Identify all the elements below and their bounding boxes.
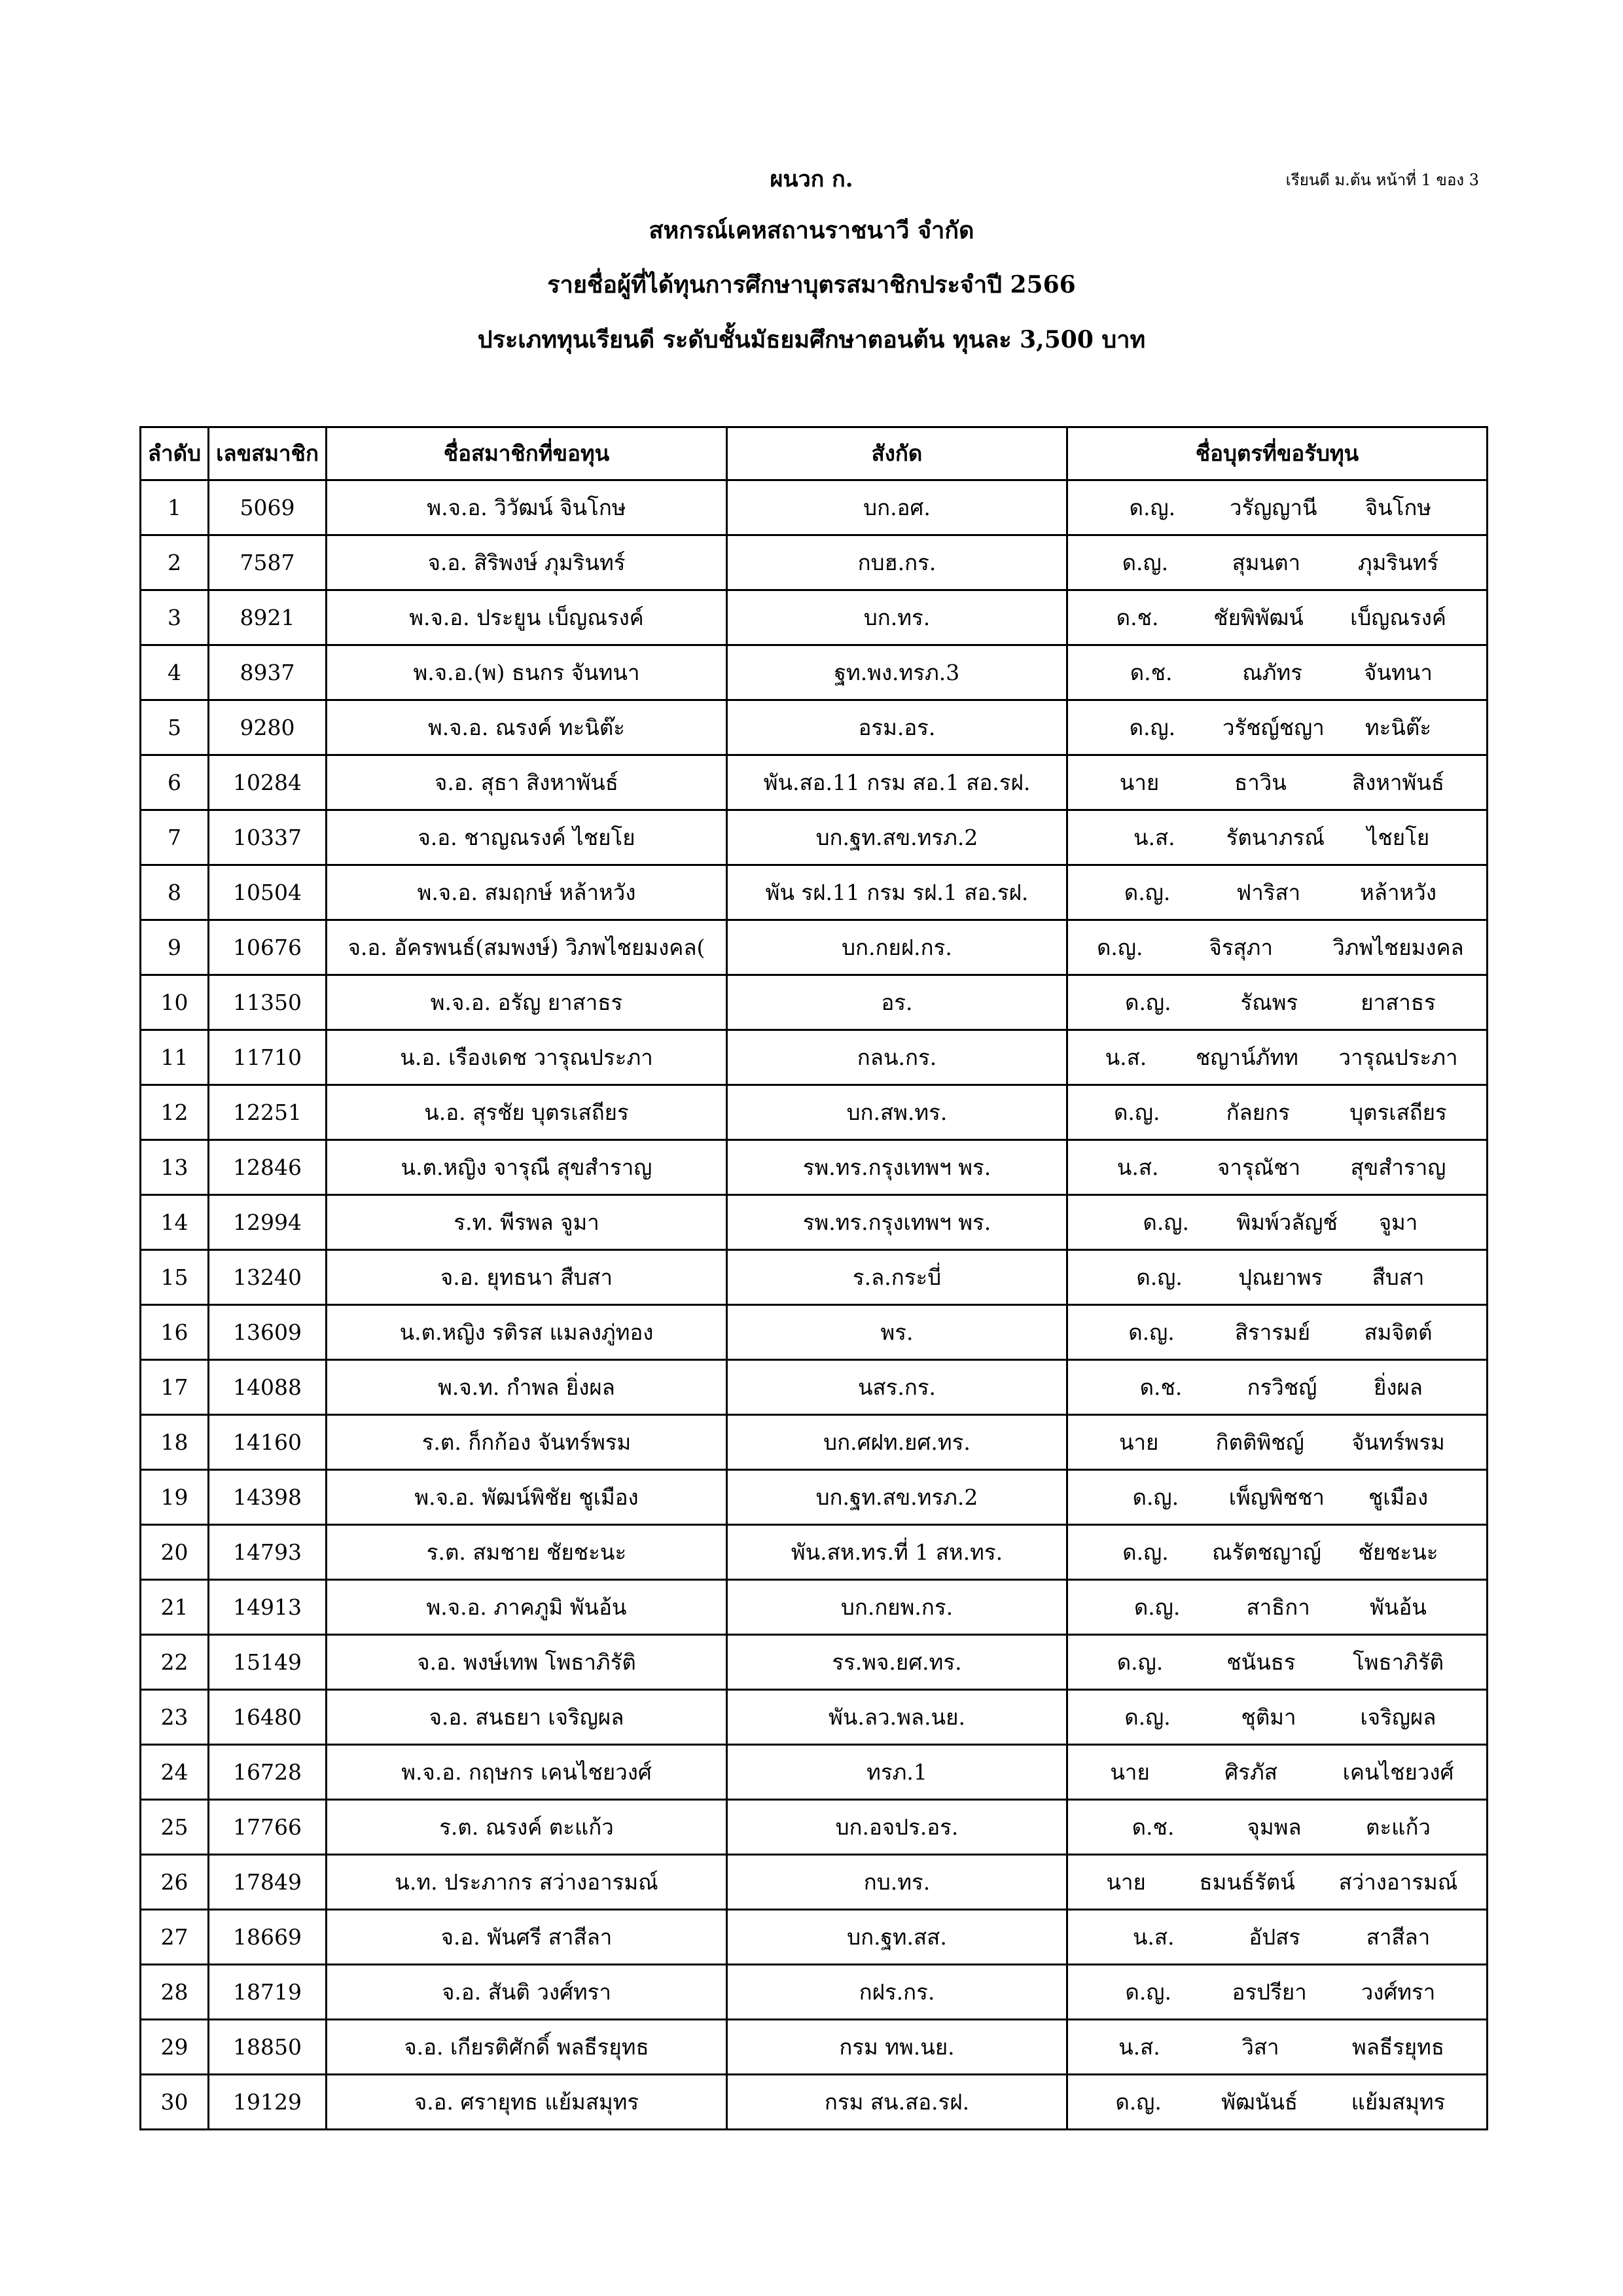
table-row xyxy=(141,535,1488,590)
table-row xyxy=(141,1470,1488,1525)
unit-name: บก.ฐท.สข.ทรภ.2 xyxy=(727,1470,1067,1525)
child-name xyxy=(1067,700,1488,755)
member-id: 10284 xyxy=(209,755,327,810)
child-first-name: วรัญญานี xyxy=(1230,494,1317,520)
page-info: เรียนดี ม.ต้น หน้าที่ 1 ของ 3 xyxy=(1285,171,1479,189)
child-name xyxy=(1067,1470,1488,1525)
member-id: 17766 xyxy=(209,1800,327,1855)
child-last-name: เคนไชยวงศ์ xyxy=(1342,1759,1454,1785)
child-last-name: เจริญผล xyxy=(1360,1704,1436,1730)
row-number: 1 xyxy=(141,480,209,535)
child-first-name: พัฒนันธ์ xyxy=(1221,2089,1298,2115)
child-prefix: ด.ญ. xyxy=(1096,934,1143,960)
table-row xyxy=(141,1525,1488,1580)
child-name xyxy=(1067,590,1488,645)
member-id: 13609 xyxy=(209,1305,327,1360)
child-last-name: วารุณประภา xyxy=(1338,1044,1458,1070)
row-number: 10 xyxy=(141,975,209,1030)
child-last-name: สาสีลา xyxy=(1366,1924,1431,1950)
child-last-name: สมจิตต์ xyxy=(1364,1319,1433,1345)
row-number: 9 xyxy=(141,920,209,975)
child-last-name: โพธาภิรัติ xyxy=(1352,1649,1444,1675)
member-id: 18850 xyxy=(209,2020,327,2075)
member-id: 12994 xyxy=(209,1195,327,1250)
member-id: 12846 xyxy=(209,1140,327,1195)
member-id: 5069 xyxy=(209,480,327,535)
child-name xyxy=(1067,1305,1488,1360)
child-first-name: กรวิชญ์ xyxy=(1247,1374,1317,1400)
unit-name: บก.กยฝ.กร. xyxy=(727,920,1067,975)
row-number: 4 xyxy=(141,645,209,700)
member-id: 10676 xyxy=(209,920,327,975)
child-first-name: พิมพ์วลัญช์ xyxy=(1236,1209,1338,1235)
child-last-name: ยิ่งผล xyxy=(1373,1374,1423,1400)
member-name: จ.อ. พงษ์เทพ โพธาภิรัติ xyxy=(327,1635,727,1690)
row-number: 23 xyxy=(141,1690,209,1745)
member-name: พ.จ.อ. ประยูน เบ็ญณรงค์ xyxy=(327,590,727,645)
child-name xyxy=(1067,755,1488,810)
child-prefix: น.ส. xyxy=(1116,1154,1159,1180)
child-last-name: สืบสา xyxy=(1372,1264,1425,1290)
member-name: จ.อ. ศรายุทธ แย้มสมุทร xyxy=(327,2075,727,2130)
child-name xyxy=(1067,1195,1488,1250)
child-last-name: จันทนา xyxy=(1364,659,1433,685)
child-last-name: จูมา xyxy=(1378,1209,1418,1235)
child-prefix: ด.ญ. xyxy=(1125,1979,1171,2005)
member-name: จ.อ. สนธยา เจริญผล xyxy=(327,1690,727,1745)
child-last-name: ภุมรินทร์ xyxy=(1357,549,1439,575)
unit-name: บก.อศ. xyxy=(727,480,1067,535)
member-name: น.อ. เรืองเดช วารุณประภา xyxy=(327,1030,727,1085)
row-number: 24 xyxy=(141,1745,209,1800)
child-first-name: จิรสุภา xyxy=(1209,934,1273,960)
col-header-member-name: ชื่อสมาชิกที่ขอทุน xyxy=(327,427,727,480)
unit-name: อรม.อร. xyxy=(727,700,1067,755)
child-prefix: น.ส. xyxy=(1105,1044,1147,1070)
child-first-name: รัตนาภรณ์ xyxy=(1226,824,1325,850)
member-id: 10337 xyxy=(209,810,327,865)
child-name xyxy=(1067,1085,1488,1140)
child-first-name: รัณพร xyxy=(1240,989,1298,1015)
child-first-name: อัปสร xyxy=(1249,1924,1301,1950)
child-prefix: นาย xyxy=(1119,769,1160,795)
child-last-name: เบ็ญณรงค์ xyxy=(1350,604,1446,630)
member-name: พ.จ.อ. วิวัฒน์ จินโกษ xyxy=(327,480,727,535)
row-number: 3 xyxy=(141,590,209,645)
table-row xyxy=(141,1910,1488,1965)
child-first-name: ชญาน์ภัทท xyxy=(1196,1044,1298,1070)
table-row xyxy=(141,1305,1488,1360)
table-row xyxy=(141,645,1488,700)
child-last-name: สุขสำราญ xyxy=(1350,1154,1446,1180)
row-number: 22 xyxy=(141,1635,209,1690)
child-first-name: ณรัตชญาญ์ xyxy=(1211,1539,1321,1565)
unit-name: อร. xyxy=(727,975,1067,1030)
member-id: 17849 xyxy=(209,1855,327,1910)
child-name xyxy=(1067,2075,1488,2130)
row-number: 14 xyxy=(141,1195,209,1250)
child-last-name: บุตรเสถียร xyxy=(1349,1099,1447,1125)
child-first-name: จารุณัชา xyxy=(1217,1154,1301,1180)
table-row xyxy=(141,865,1488,920)
child-first-name: เพ็ญพิชชา xyxy=(1228,1484,1325,1510)
member-name: น.อ. สุรชัย บุตรเสถียร xyxy=(327,1085,727,1140)
member-id: 12251 xyxy=(209,1085,327,1140)
table-row xyxy=(141,1140,1488,1195)
child-prefix: ด.ญ. xyxy=(1124,1704,1171,1730)
unit-name: รร.พจ.ยศ.ทร. xyxy=(727,1635,1067,1690)
row-number: 26 xyxy=(141,1855,209,1910)
child-last-name: ชูเมือง xyxy=(1368,1484,1429,1510)
child-prefix: ด.ญ. xyxy=(1113,1099,1160,1125)
member-id: 16728 xyxy=(209,1745,327,1800)
unit-name: กบ.ทร. xyxy=(727,1855,1067,1910)
table-row xyxy=(141,1360,1488,1415)
member-id: 13240 xyxy=(209,1250,327,1305)
child-first-name: ศิรภัส xyxy=(1224,1759,1277,1785)
child-first-name: ณภัทร xyxy=(1242,659,1303,685)
table-row xyxy=(141,1690,1488,1745)
child-last-name: สว่างอารมณ์ xyxy=(1338,1869,1458,1895)
child-first-name: กัลยกร xyxy=(1226,1099,1290,1125)
child-name xyxy=(1067,1250,1488,1305)
document-title: รายชื่อผู้ที่ได้ทุนการศึกษาบุตรสมาชิกประจำปี 2566 xyxy=(547,271,1076,298)
table-row xyxy=(141,1965,1488,2020)
member-name: พ.จ.อ. สมฤกษ์ หล้าหวัง xyxy=(327,865,727,920)
child-prefix: ด.ญ. xyxy=(1115,2089,1162,2115)
child-first-name: ฟาริสา xyxy=(1236,879,1301,905)
table-row xyxy=(141,1250,1488,1305)
child-prefix: ด.ญ. xyxy=(1143,1209,1189,1235)
member-name: ร.ต. ณรงค์ ตะแก้ว xyxy=(327,1800,727,1855)
child-name xyxy=(1067,1855,1488,1910)
child-first-name: ธาวิน xyxy=(1234,769,1287,795)
table-row xyxy=(141,2075,1488,2130)
member-id: 8937 xyxy=(209,645,327,700)
member-id: 7587 xyxy=(209,535,327,590)
unit-name: กบฮ.กร. xyxy=(727,535,1067,590)
table-row xyxy=(141,920,1488,975)
member-name: จ.อ. พันศรี สาสีลา xyxy=(327,1910,727,1965)
child-last-name: หล้าหวัง xyxy=(1360,879,1436,905)
member-name: น.ท. ประภากร สว่างอารมณ์ xyxy=(327,1855,727,1910)
table-row xyxy=(141,1085,1488,1140)
table-row xyxy=(141,1415,1488,1470)
unit-name: พร. xyxy=(727,1305,1067,1360)
row-number: 8 xyxy=(141,865,209,920)
member-name: พ.จ.อ. กฤษกร เคนไชยวงศ์ xyxy=(327,1745,727,1800)
unit-name: พัน.สอ.11 กรม สอ.1 สอ.รฝ. xyxy=(727,755,1067,810)
child-prefix: ด.ญ. xyxy=(1122,549,1169,575)
child-last-name: พลธีรยุทธ xyxy=(1351,2034,1445,2060)
table-row xyxy=(141,590,1488,645)
unit-name: บก.ฐท.สส. xyxy=(727,1910,1067,1965)
unit-name: บก.สพ.ทร. xyxy=(727,1085,1067,1140)
member-name: จ.อ. สันติ วงศ์ทรา xyxy=(327,1965,727,2020)
unit-name: ร.ล.กระบี่ xyxy=(727,1250,1067,1305)
table-row xyxy=(141,1030,1488,1085)
child-name xyxy=(1067,1140,1488,1195)
child-prefix: ด.ญ. xyxy=(1129,494,1176,520)
child-name xyxy=(1067,1690,1488,1745)
unit-name: พัน รฝ.11 กรม รฝ.1 สอ.รฝ. xyxy=(727,865,1067,920)
member-name: พ.จ.อ.(พ) ธนกร จันทนา xyxy=(327,645,727,700)
member-name: จ.อ. ชาญณรงค์ ไชยโย xyxy=(327,810,727,865)
child-first-name: กิตติพิชญ์ xyxy=(1215,1429,1304,1455)
row-number: 7 xyxy=(141,810,209,865)
child-first-name: สุมนตา xyxy=(1232,549,1301,575)
child-name xyxy=(1067,645,1488,700)
member-id: 11710 xyxy=(209,1030,327,1085)
row-number: 6 xyxy=(141,755,209,810)
child-first-name: ธมนธ์รัตน์ xyxy=(1199,1869,1295,1895)
child-first-name: จุมพล xyxy=(1247,1814,1302,1840)
child-name xyxy=(1067,1965,1488,2020)
table-row xyxy=(141,755,1488,810)
table-body xyxy=(141,480,1488,2130)
child-prefix: ด.ญ. xyxy=(1133,1594,1181,1620)
row-number: 16 xyxy=(141,1305,209,1360)
row-number: 29 xyxy=(141,2020,209,2075)
member-id: 15149 xyxy=(209,1635,327,1690)
member-id: 8921 xyxy=(209,590,327,645)
child-name xyxy=(1067,535,1488,590)
child-prefix: น.ส. xyxy=(1118,2034,1160,2060)
unit-name: กลน.กร. xyxy=(727,1030,1067,1085)
table-row xyxy=(141,480,1488,535)
child-last-name: วิภพไชยมงคล xyxy=(1332,934,1464,960)
row-number: 15 xyxy=(141,1250,209,1305)
child-name xyxy=(1067,1800,1488,1855)
child-first-name: วรัชญ์ชญา xyxy=(1222,714,1325,740)
member-name: จ.อ. อัครพนธ์(สมพงษ์) วิภพไชยมงคล( xyxy=(327,920,727,975)
unit-name: บก.ทร. xyxy=(727,590,1067,645)
member-id: 16480 xyxy=(209,1690,327,1745)
unit-name: บก.ศฝท.ยศ.ทร. xyxy=(727,1415,1067,1470)
row-number: 19 xyxy=(141,1470,209,1525)
member-name: ร.ต. สมชาย ชัยชะนะ xyxy=(327,1525,727,1580)
col-header-unit: สังกัด xyxy=(727,427,1067,480)
document-subtitle: ประเภททุนเรียนดี ระดับชั้นมัธยมศึกษาตอนต้น ทุนละ 3,500 บาท xyxy=(477,326,1146,353)
child-name xyxy=(1067,1580,1488,1635)
row-number: 21 xyxy=(141,1580,209,1635)
table-row xyxy=(141,810,1488,865)
child-prefix: ด.ญ. xyxy=(1128,1319,1175,1345)
child-first-name: ชุติมา xyxy=(1241,1704,1296,1730)
child-last-name: แย้มสมุทร xyxy=(1351,2089,1446,2115)
child-name xyxy=(1067,1360,1488,1415)
member-id: 10504 xyxy=(209,865,327,920)
table-row xyxy=(141,1745,1488,1800)
col-header-child-name: ชื่อบุตรที่ขอรับทุน xyxy=(1067,427,1488,480)
row-number: 18 xyxy=(141,1415,209,1470)
child-first-name: ชนันธร xyxy=(1226,1649,1296,1675)
child-name xyxy=(1067,1635,1488,1690)
child-last-name: ไชยโย xyxy=(1366,824,1430,850)
child-prefix: นาย xyxy=(1118,1429,1159,1455)
child-name xyxy=(1067,975,1488,1030)
child-name xyxy=(1067,810,1488,865)
member-name: จ.อ. สุธา สิงหาพันธ์ xyxy=(327,755,727,810)
scholarship-table xyxy=(139,426,1488,2130)
child-prefix: น.ส. xyxy=(1133,824,1175,850)
unit-name: บก.อจปร.อร. xyxy=(727,1800,1067,1855)
child-prefix: ด.ญ. xyxy=(1129,714,1176,740)
unit-name: นสร.กร. xyxy=(727,1360,1067,1415)
member-name: พ.จ.อ. อรัญ ยาสาธร xyxy=(327,975,727,1030)
member-name: พ.จ.ท. กำพล ยิ่งผล xyxy=(327,1360,727,1415)
row-number: 13 xyxy=(141,1140,209,1195)
member-name: พ.จ.อ. ณรงค์ ทะนิต๊ะ xyxy=(327,700,727,755)
row-number: 17 xyxy=(141,1360,209,1415)
child-name xyxy=(1067,2020,1488,2075)
member-name: พ.จ.อ. ภาคภูมิ พันอ้น xyxy=(327,1580,727,1635)
member-id: 14398 xyxy=(209,1470,327,1525)
child-name xyxy=(1067,865,1488,920)
child-first-name: สิรารมย์ xyxy=(1234,1319,1311,1345)
child-name xyxy=(1067,1525,1488,1580)
member-id: 18719 xyxy=(209,1965,327,2020)
child-first-name: วิสา xyxy=(1241,2034,1279,2060)
unit-name: บก.กยพ.กร. xyxy=(727,1580,1067,1635)
child-last-name: ทะนิต๊ะ xyxy=(1364,714,1432,740)
member-name: ร.ต. ก็กก้อง จันทร์พรม xyxy=(327,1415,727,1470)
child-name xyxy=(1067,1910,1488,1965)
unit-name: กรม ทพ.นย. xyxy=(727,2020,1067,2075)
child-name xyxy=(1067,1415,1488,1470)
child-prefix: ด.ญ. xyxy=(1124,879,1171,905)
member-name: จ.อ. สิริพงษ์ ภุมรินทร์ xyxy=(327,535,727,590)
unit-name: พัน.สห.ทร.ที่ 1 สห.ทร. xyxy=(727,1525,1067,1580)
child-prefix: ด.ช. xyxy=(1116,604,1159,630)
table-row xyxy=(141,1580,1488,1635)
col-header-member-id: เลขสมาชิก xyxy=(209,427,327,480)
table-header-row xyxy=(141,427,1488,480)
row-number: 25 xyxy=(141,1800,209,1855)
child-first-name: อรปรียา xyxy=(1232,1979,1307,2005)
child-name xyxy=(1067,1030,1488,1085)
child-prefix: ด.ช. xyxy=(1132,1814,1175,1840)
child-last-name: จันทร์พรม xyxy=(1351,1429,1445,1455)
row-number: 11 xyxy=(141,1030,209,1085)
member-id: 11350 xyxy=(209,975,327,1030)
unit-name: กฝร.กร. xyxy=(727,1965,1067,2020)
child-last-name: ยาสาธร xyxy=(1361,989,1436,1015)
member-id: 14160 xyxy=(209,1415,327,1470)
row-number: 30 xyxy=(141,2075,209,2130)
child-last-name: พันอ้น xyxy=(1370,1594,1427,1620)
member-id: 9280 xyxy=(209,700,327,755)
org-name: สหกรณ์เคหสถานราชนาวี จำกัด xyxy=(649,217,974,244)
table-row xyxy=(141,975,1488,1030)
child-first-name: ปุณยาพร xyxy=(1238,1264,1323,1290)
unit-name: พัน.ลว.พล.นย. xyxy=(727,1690,1067,1745)
child-prefix: ด.ญ. xyxy=(1122,1539,1169,1565)
table-row xyxy=(141,1800,1488,1855)
child-first-name: ชัยพิพัฒน์ xyxy=(1213,604,1304,630)
child-name xyxy=(1067,920,1488,975)
child-prefix: นาย xyxy=(1110,1759,1150,1785)
child-last-name: ตะแก้ว xyxy=(1366,1814,1431,1840)
member-name: ร.ท. พีรพล จูมา xyxy=(327,1195,727,1250)
child-prefix: ด.ช. xyxy=(1139,1374,1183,1400)
col-header-no: ลำดับ xyxy=(141,427,209,480)
table-row xyxy=(141,1195,1488,1250)
member-id: 14088 xyxy=(209,1360,327,1415)
child-prefix: นาย xyxy=(1106,1869,1146,1895)
row-number: 12 xyxy=(141,1085,209,1140)
child-prefix: น.ส. xyxy=(1132,1924,1175,1950)
member-name: จ.อ. เกียรติศักดิ์ พลธีรยุทธ xyxy=(327,2020,727,2075)
table-row xyxy=(141,1855,1488,1910)
unit-name: บก.ฐท.สข.ทรภ.2 xyxy=(727,810,1067,865)
member-name: น.ต.หญิง รติรส แมลงภู่ทอง xyxy=(327,1305,727,1360)
child-first-name: สาธิกา xyxy=(1246,1594,1310,1620)
annex-heading: ผนวก ก. xyxy=(770,166,853,192)
table-row xyxy=(141,2020,1488,2075)
child-last-name: วงศ์ทรา xyxy=(1361,1979,1436,2005)
child-last-name: จินโกษ xyxy=(1364,494,1432,520)
row-number: 28 xyxy=(141,1965,209,2020)
member-id: 14793 xyxy=(209,1525,327,1580)
member-id: 18669 xyxy=(209,1910,327,1965)
row-number: 20 xyxy=(141,1525,209,1580)
member-name: จ.อ. ยุทธนา สืบสา xyxy=(327,1250,727,1305)
row-number: 2 xyxy=(141,535,209,590)
unit-name: รพ.ทร.กรุงเทพฯ พร. xyxy=(727,1140,1067,1195)
child-last-name: ชัยชะนะ xyxy=(1358,1539,1438,1565)
child-name xyxy=(1067,1745,1488,1800)
member-name: พ.จ.อ. พัฒน์พิชัย ชูเมือง xyxy=(327,1470,727,1525)
child-prefix: ด.ญ. xyxy=(1136,1264,1183,1290)
child-prefix: ด.ญ. xyxy=(1132,1484,1179,1510)
member-name: น.ต.หญิง จารุณี สุขสำราญ xyxy=(327,1140,727,1195)
row-number: 5 xyxy=(141,700,209,755)
member-id: 14913 xyxy=(209,1580,327,1635)
child-prefix: ด.ญ. xyxy=(1125,989,1171,1015)
unit-name: กรม สน.สอ.รฝ. xyxy=(727,2075,1067,2130)
row-number: 27 xyxy=(141,1910,209,1965)
unit-name: ทรภ.1 xyxy=(727,1745,1067,1800)
table-row xyxy=(141,700,1488,755)
member-id: 19129 xyxy=(209,2075,327,2130)
table-row xyxy=(141,1635,1488,1690)
child-name xyxy=(1067,480,1488,535)
unit-name: รพ.ทร.กรุงเทพฯ พร. xyxy=(727,1195,1067,1250)
child-last-name: สิงหาพันธ์ xyxy=(1352,769,1444,795)
child-prefix: ด.ช. xyxy=(1130,659,1173,685)
unit-name: ฐท.พง.ทรภ.3 xyxy=(727,645,1067,700)
child-prefix: ด.ญ. xyxy=(1116,1649,1164,1675)
